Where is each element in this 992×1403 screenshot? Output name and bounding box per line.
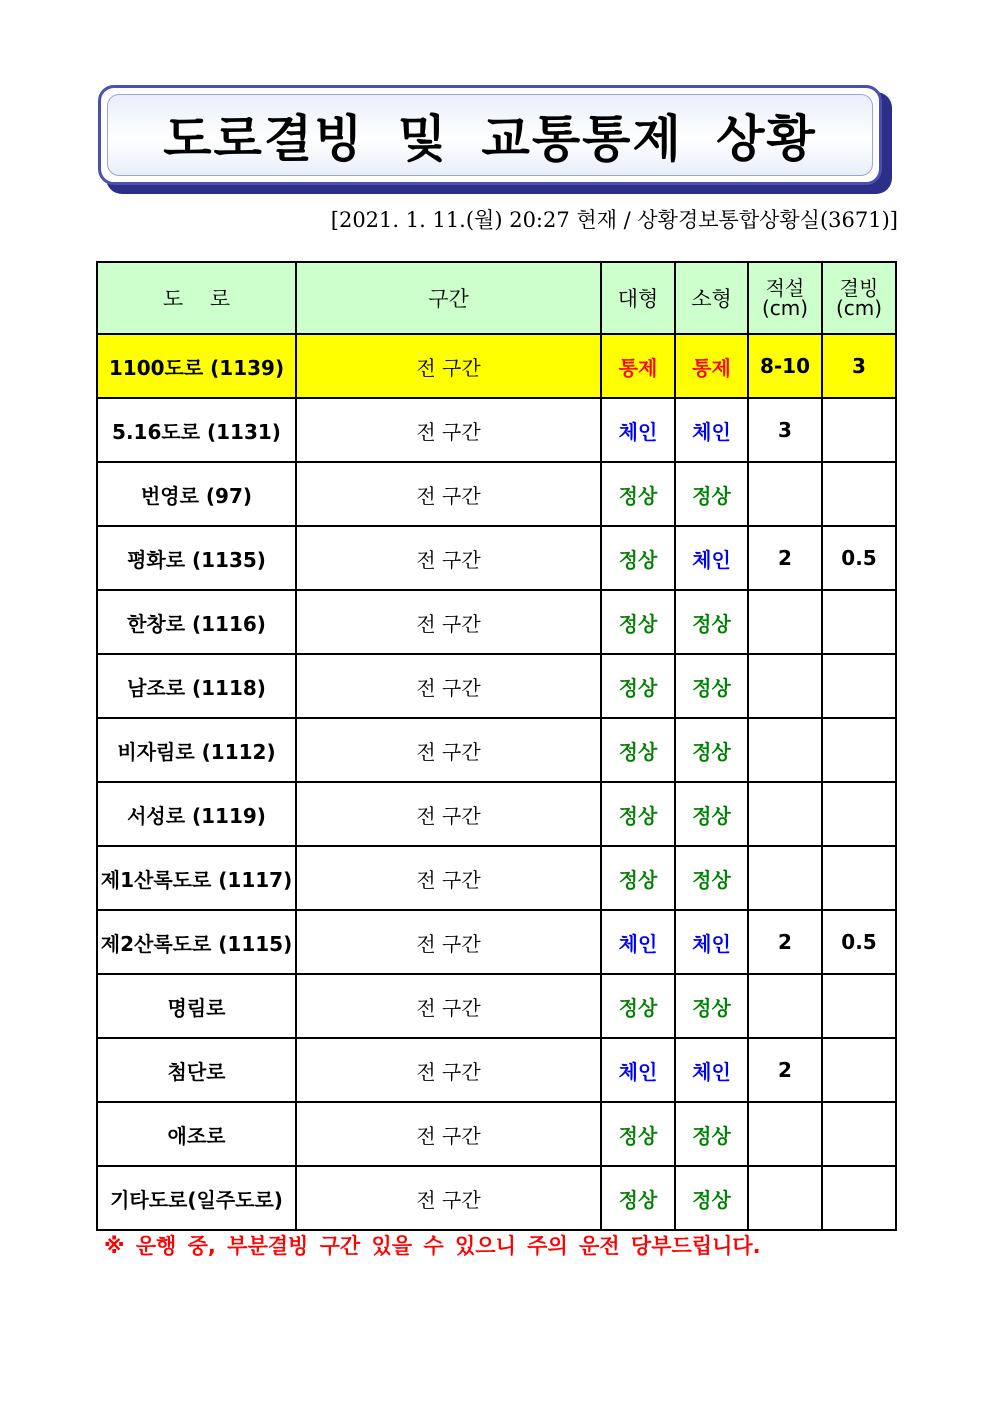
cell-road: 서성로 (1119): [97, 782, 296, 846]
header-ice-line2: (cm): [835, 296, 883, 320]
header-section: 구간: [296, 262, 601, 334]
header-small-vehicle: 소형: [675, 262, 748, 334]
table-body: [97, 334, 896, 1230]
header-snow-line2: (cm): [761, 296, 809, 320]
cell-small-status: 체인: [675, 398, 748, 462]
cell-ice-depth: [822, 974, 896, 1038]
table-row: [97, 590, 896, 654]
header-snow-line1: 적설: [765, 276, 805, 300]
cell-small-status: 정상: [675, 1166, 748, 1230]
cell-snow-depth: [748, 1102, 822, 1166]
road-status-table: [96, 261, 897, 1231]
cell-large-status: 체인: [601, 1038, 675, 1102]
cell-road: 제2산록도로 (1115): [97, 910, 296, 974]
cell-small-status: 체인: [675, 910, 748, 974]
cell-section: 전 구간: [296, 590, 601, 654]
page-title: 도로결빙 및 교통통제 상황: [163, 110, 817, 168]
cell-ice-depth: [822, 462, 896, 526]
cell-snow-depth: 3: [748, 398, 822, 462]
cell-large-status: 정상: [601, 718, 675, 782]
cell-snow-depth: 8-10: [748, 334, 822, 398]
cell-small-status: 체인: [675, 526, 748, 590]
cell-snow-depth: [748, 718, 822, 782]
cell-section: 전 구간: [296, 718, 601, 782]
cell-section: 전 구간: [296, 910, 601, 974]
header-ice: [822, 262, 896, 334]
cell-large-status: 정상: [601, 782, 675, 846]
table-row: [97, 398, 896, 462]
cell-large-status: 정상: [601, 1166, 675, 1230]
cell-snow-depth: [748, 782, 822, 846]
cell-large-status: 정상: [601, 974, 675, 1038]
table-row: [97, 334, 896, 398]
cell-ice-depth: 3: [822, 334, 896, 398]
cell-small-status: 정상: [675, 974, 748, 1038]
cell-ice-depth: [822, 782, 896, 846]
cell-ice-depth: 0.5: [822, 526, 896, 590]
cell-small-status: 정상: [675, 718, 748, 782]
cell-small-status: 정상: [675, 846, 748, 910]
caution-note: ※ 운행 중, 부분결빙 구간 있을 수 있으니 주의 운전 당부드립니다.: [104, 1234, 761, 1258]
cell-road: 번영로 (97): [97, 462, 296, 526]
table-row: [97, 1038, 896, 1102]
cell-section: 전 구간: [296, 334, 601, 398]
cell-section: 전 구간: [296, 1038, 601, 1102]
cell-snow-depth: 2: [748, 1038, 822, 1102]
cell-ice-depth: [822, 1166, 896, 1230]
cell-ice-depth: [822, 654, 896, 718]
cell-ice-depth: [822, 398, 896, 462]
cell-small-status: 정상: [675, 654, 748, 718]
title-inner: [107, 94, 873, 176]
table-row: [97, 462, 896, 526]
cell-small-status: 체인: [675, 1038, 748, 1102]
table-row: [97, 526, 896, 590]
table-header-row: [97, 262, 896, 334]
cell-road: 한창로 (1116): [97, 590, 296, 654]
cell-section: 전 구간: [296, 398, 601, 462]
header-ice-line1: 결빙: [839, 276, 879, 300]
cell-ice-depth: 0.5: [822, 910, 896, 974]
cell-large-status: 정상: [601, 846, 675, 910]
cell-road: 5.16도로 (1131): [97, 398, 296, 462]
cell-large-status: 체인: [601, 398, 675, 462]
table-row: [97, 974, 896, 1038]
cell-large-status: 정상: [601, 526, 675, 590]
cell-road: 첨단로: [97, 1038, 296, 1102]
report-timestamp: [2021. 1. 11.(월) 20:27 현재 / 상황경보통합상황실(3671)]: [330, 208, 898, 232]
cell-small-status: 정상: [675, 782, 748, 846]
table-row: [97, 846, 896, 910]
cell-ice-depth: [822, 718, 896, 782]
cell-road: 평화로 (1135): [97, 526, 296, 590]
cell-section: 전 구간: [296, 974, 601, 1038]
cell-road: 제1산록도로 (1117): [97, 846, 296, 910]
cell-ice-depth: [822, 1038, 896, 1102]
cell-road: 남조로 (1118): [97, 654, 296, 718]
header-large-vehicle: 대형: [601, 262, 675, 334]
cell-ice-depth: [822, 1102, 896, 1166]
cell-large-status: 정상: [601, 590, 675, 654]
cell-section: 전 구간: [296, 782, 601, 846]
cell-large-status: 통제: [601, 334, 675, 398]
title-box: [98, 85, 882, 185]
cell-road: 1100도로 (1139): [97, 334, 296, 398]
header-snow: [748, 262, 822, 334]
cell-ice-depth: [822, 590, 896, 654]
cell-section: 전 구간: [296, 1166, 601, 1230]
cell-road: 명림로: [97, 974, 296, 1038]
cell-section: 전 구간: [296, 1102, 601, 1166]
cell-snow-depth: [748, 974, 822, 1038]
table-row: [97, 782, 896, 846]
table-row: [97, 1166, 896, 1230]
table-row: [97, 910, 896, 974]
cell-ice-depth: [822, 846, 896, 910]
cell-road: 비자림로 (1112): [97, 718, 296, 782]
cell-road: 기타도로(일주도로): [97, 1166, 296, 1230]
cell-section: 전 구간: [296, 462, 601, 526]
cell-snow-depth: [748, 654, 822, 718]
cell-large-status: 정상: [601, 654, 675, 718]
cell-section: 전 구간: [296, 654, 601, 718]
table-row: [97, 654, 896, 718]
cell-snow-depth: [748, 462, 822, 526]
cell-small-status: 정상: [675, 590, 748, 654]
table-row: [97, 718, 896, 782]
cell-small-status: 정상: [675, 1102, 748, 1166]
header-road: 도 로: [97, 262, 296, 334]
cell-snow-depth: 2: [748, 910, 822, 974]
cell-road: 애조로: [97, 1102, 296, 1166]
cell-section: 전 구간: [296, 526, 601, 590]
cell-snow-depth: [748, 590, 822, 654]
cell-large-status: 정상: [601, 462, 675, 526]
cell-snow-depth: 2: [748, 526, 822, 590]
table-row: [97, 1102, 896, 1166]
cell-small-status: 통제: [675, 334, 748, 398]
cell-section: 전 구간: [296, 846, 601, 910]
cell-snow-depth: [748, 846, 822, 910]
cell-snow-depth: [748, 1166, 822, 1230]
cell-large-status: 체인: [601, 910, 675, 974]
cell-large-status: 정상: [601, 1102, 675, 1166]
cell-small-status: 정상: [675, 462, 748, 526]
